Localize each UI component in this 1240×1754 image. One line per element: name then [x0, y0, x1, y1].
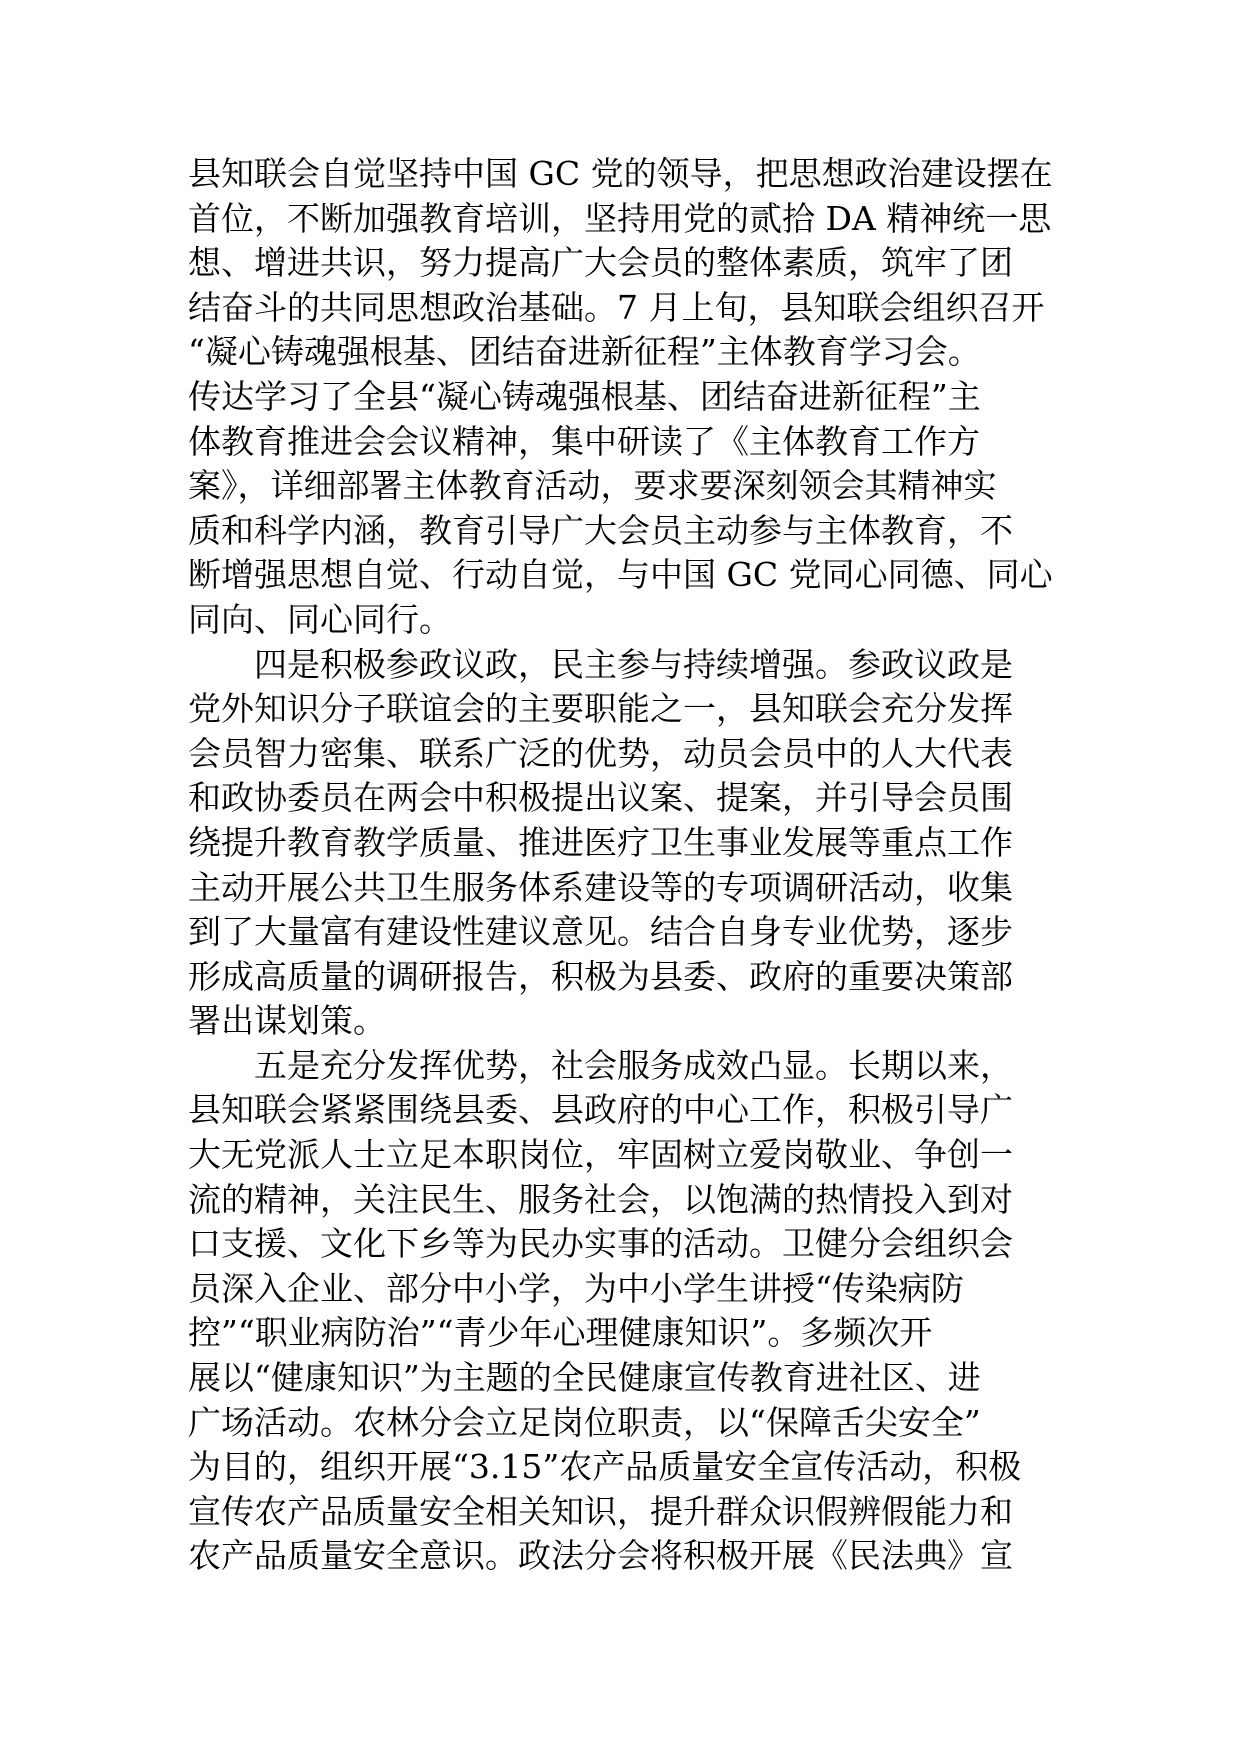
text-line: 控”“职业病防治”“青少年心理健康知识”。多频次开	[188, 1313, 933, 1353]
text-line: 大无党派人士立足本职岗位，牢固树立爱岗敬业、争创一	[188, 1135, 1013, 1175]
text-line: 首位，不断加强教育培训，坚持用党的贰拾 DA 精神统一思	[188, 198, 1052, 238]
text-line: 到了大量富有建设性建议意见。结合自身专业优势，逐步	[188, 912, 1013, 952]
text-line: 广场活动。农林分会立足岗位职责，以“保障舌尖安全”	[188, 1402, 981, 1442]
text-line: 绕提升教育教学质量、推进医疗卫生事业发展等重点工作	[188, 822, 1013, 862]
text-line: 流的精神，关注民生、服务社会，以饱满的热情投入到对	[188, 1179, 1013, 1219]
text-line: 党外知识分子联谊会的主要职能之一，县知联会充分发挥	[188, 689, 1013, 729]
text-line: 结奋斗的共同思想政治基础。7 月上旬，县知联会组织召开	[188, 287, 1045, 327]
text-line: 县知联会紧紧围绕县委、县政府的中心工作，积极引导广	[188, 1090, 1013, 1130]
text-line: 形成高质量的调研报告，积极为县委、政府的重要决策部	[188, 956, 1013, 996]
text-line: 署出谋划策。	[188, 1001, 386, 1041]
paragraph-first-line: 四是积极参政议政，民主参与持续增强。参政议政是	[254, 644, 1013, 684]
text-line: 展以“健康知识”为主题的全民健康宣传教育进社区、进	[188, 1358, 981, 1398]
text-line: 同向、同心同行。	[188, 599, 452, 639]
text-line: 传达学习了全县“凝心铸魂强根基、团结奋进新征程”主	[188, 376, 981, 416]
paragraph-first-line: 五是充分发挥优势，社会服务成效凸显。长期以来，	[254, 1045, 1013, 1085]
text-line: 体教育推进会会议精神，集中研读了《主体教育工作方	[188, 421, 980, 461]
text-line: 宣传农产品质量安全相关知识，提升群众识假辨假能力和	[188, 1491, 1013, 1531]
text-line: 农产品质量安全意识。政法分会将积极开展《民法典》宣	[188, 1536, 1013, 1576]
text-line: “凝心铸魂强根基、团结奋进新征程”主体教育学习会。	[188, 332, 981, 372]
text-line: 口支援、文化下乡等为民办实事的活动。卫健分会组织会	[188, 1224, 1013, 1264]
text-line: 想、增进共识，努力提高广大会员的整体素质，筑牢了团	[188, 243, 1013, 283]
text-line: 为目的，组织开展“3.15”农产品质量安全宣传活动，积极	[188, 1447, 1022, 1487]
text-line: 和政协委员在两会中积极提出议案、提案，并引导会员围	[188, 778, 1013, 818]
text-line: 案》，详细部署主体教育活动，要求要深刻领会其精神实	[188, 466, 997, 506]
text-line: 主动开展公共卫生服务体系建设等的专项调研活动，收集	[188, 867, 1013, 907]
text-line: 员深入企业、部分中小学，为中小学生讲授“传染病防	[188, 1268, 964, 1308]
text-line: 断增强思想自觉、行动自觉，与中国 GC 党同心同德、同心	[188, 555, 1053, 595]
body-text	[188, 152, 1060, 1579]
text-line: 会员智力密集、联系广泛的优势，动员会员中的人大代表	[188, 733, 1013, 773]
text-line: 县知联会自觉坚持中国 GC 党的领导，把思想政治建设摆在	[188, 154, 1053, 193]
text-line: 质和科学内涵，教育引导广大会员主动参与主体教育，不	[188, 510, 1013, 550]
